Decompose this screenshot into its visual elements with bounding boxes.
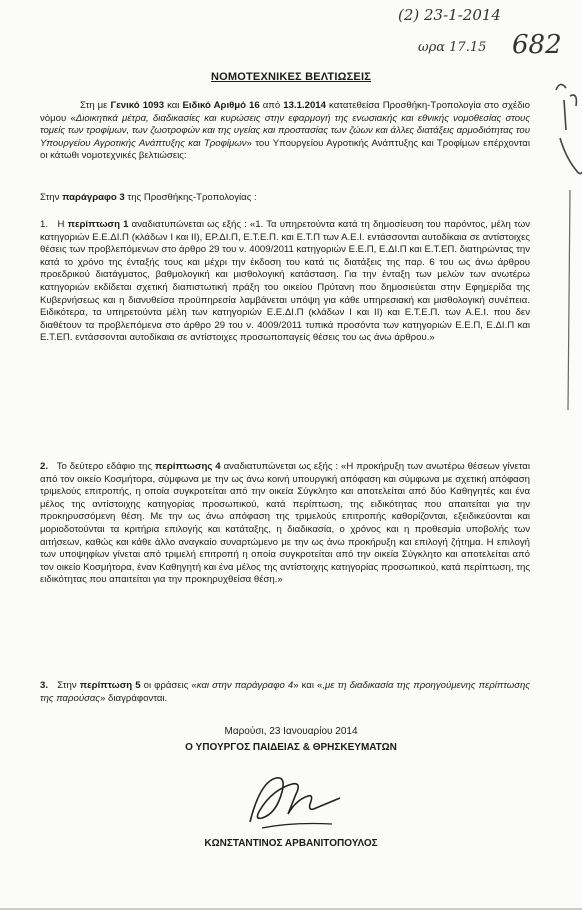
document-title: ΝΟΜΟΤΕΧΝΙΚΕΣ ΒΕΛΤΙΩΣΕΙΣ — [210, 71, 372, 83]
place-date-line: Μαρούσι, 23 Ιανουαρίου 2014 — [224, 726, 358, 737]
minister-title: Ο ΥΠΟΥΡΓΟΣ ΠΑΙΔΕΙΑΣ & ΘΡΗΣΚΕΥΜΑΤΩΝ — [185, 742, 397, 753]
received-time-stamp: ωρα 17.15 — [418, 40, 487, 55]
item-1: 1. Η περίπτωση 1 αναδιατυπώνεται ως εξής : «1. Τα υπηρετούντα κατά τη δημοσίευση του παρόντος, μέλη των κατηγοριών Ε.Ε.ΔΙ.Π (κλάδων Ι και ΙΙ), ΕΡ.ΔΙ.Π, Ε.Τ.Ε.Π. και Ε.Τ.Π των Α.Ε.Ι. εντάσσονται αυτοδίκαια σε αντίστοιχες θέσεις των προβλεπόμενων στο άρθρο 29 του ν. 4009/2011 κατηγοριών Ε.Ε.Π, Ε.ΔΙ.Π και Ε.Τ.ΕΠ. διατηρώντας την κατά το χρόνο της ένταξής τους και μέχρι την έκδοση του κατά τις διατάξεις της παρ. 6 του ως άνω άρθρου προεδρικού διατάγματος, βαθμολογική και μισθολογική κατάσταση. Για την ένταξη των μελών των ανωτέρω κατηγοριών εκδίδεται σχετική διαπιστωτική πράξη του οικείου Πρύτανη που δημοσιεύεται στην Εφημερίδα της Κυβερνήσεως και η διανυθείσα προϋπηρεσία λαμβάνεται υπόψη για κάθε υπηρεσιακή και μισθολογική συνέπεια. Ειδικότερα, τα υπηρετούντα μέλη των κατηγοριών Ε.Ε.ΔΙ.Π (κλάδων Ι και ΙΙ) και Ε.Τ.Ε.Π. των Α.Ε.Ι. που δεν διαθέτουν τα προβλεπόμενα στο άρθρο 29 του ν. 4009/2011 τυπικά προσόντα των κατηγοριών Ε.Ε.Π, Ε.ΔΙ.Π και Ε.Τ.ΕΠ. εντάσσονται αυτοδίκαια σε αντίστοιχες προσωποπαγείς θέσεις του ως άνω άρθρου.» — [40, 219, 530, 344]
item-2: 2. Το δεύτερο εδάφιο της περίπτωσης 4 αναδιατυπώνεται ως εξής : «Η προκήρυξη των ανωτέρω θέσεων γίνεται από τον οικείο Κοσμήτορα, σύμφωνα με την ως άνω κοινή υπουργική απόφαση και σύμφωνα με σχετική απόφαση τριμελούς επιτροπής, η οποία συγκροτείται από την οικεία Σύγκλητο και αποτελείται από δύο Καθηγητές και ένα μέλος της αντίστοιχης κατηγορίας προσωπικού, κατά περίπτωση, της ειδικότητας που απαιτείται για την προκηρυσσόμενη θέση. Με την ως άνω απόφαση της τριμελούς επιτροπής καθορίζονται, εξειδικεύονται και μοριοδοτούνται τα κριτήρια επιλογής και κατάταξης, η διαδικασία, ο χρόνος και η προθεσμία υποβολής των αιτήσεων, καθώς και κάθε άλλο αναγκαίο συναρτώμενο με την ως άνω προκήρυξη και επιλογή ζήτημα. Η επιλογή των υποψηφίων γίνεται από τριμελή επιτροπή η οποία συγκροτείται από την οικεία Σύγκλητο και αποτελείται από τον οικείο Κοσμήτορα, έναν Καθηγητή και ένα μέλος της αντίστοιχης κατηγορίας προσωπικού, κατά περίπτωση, της ειδικότητας που απαιτείται για την προκηρυχθείσα θέση.» — [40, 461, 530, 586]
paragraph-3-heading: Στην παράγραφο 3 της Προσθήκης-Τροπολογίας : — [40, 192, 257, 203]
registration-number-stamp: 682 — [512, 30, 562, 60]
minister-name: ΚΩΝΣΤΑΝΤΙΝΟΣ ΑΡΒΑΝΙΤΟΠΟΥΛΟΣ — [204, 838, 378, 849]
margin-line-mark — [562, 190, 582, 410]
item-3: 3. Στην περίπτωση 5 οι φράσεις «και στην παράγραφο 4» και «,με τη διαδικασία της προηγούμενης περίπτωσης της παρούσας» διαγράφονται. — [40, 680, 530, 704]
received-date-stamp: (2) 23-1-2014 — [398, 6, 501, 24]
minister-signature — [232, 762, 352, 842]
intro-paragraph: Στη με Γενικό 1093 και Ειδικό Αριθμό 16 από 13.1.2014 κατατεθείσα Προσθήκη-Τροπολογία στο σχέδιο νόμου «Διοικητικά μέτρα, διαδικασίες και κυρώσεις στην εφαρμογή της ενωσιακής και εθνικής νομοθεσίας στους τομείς των τροφίμων, των ζωοτροφών και της υγείας και προστασίας των ζώων και άλλες διατάξεις αρμοδιότητας του Υπουργείου Αγροτικής Ανάπτυξης και Τροφίμων» του Υπουργείου Αγροτικής Ανάπτυξης και Τροφίμων επέρχονται οι κάτωθι νομοτεχνικές βελτιώσεις: — [40, 100, 531, 162]
